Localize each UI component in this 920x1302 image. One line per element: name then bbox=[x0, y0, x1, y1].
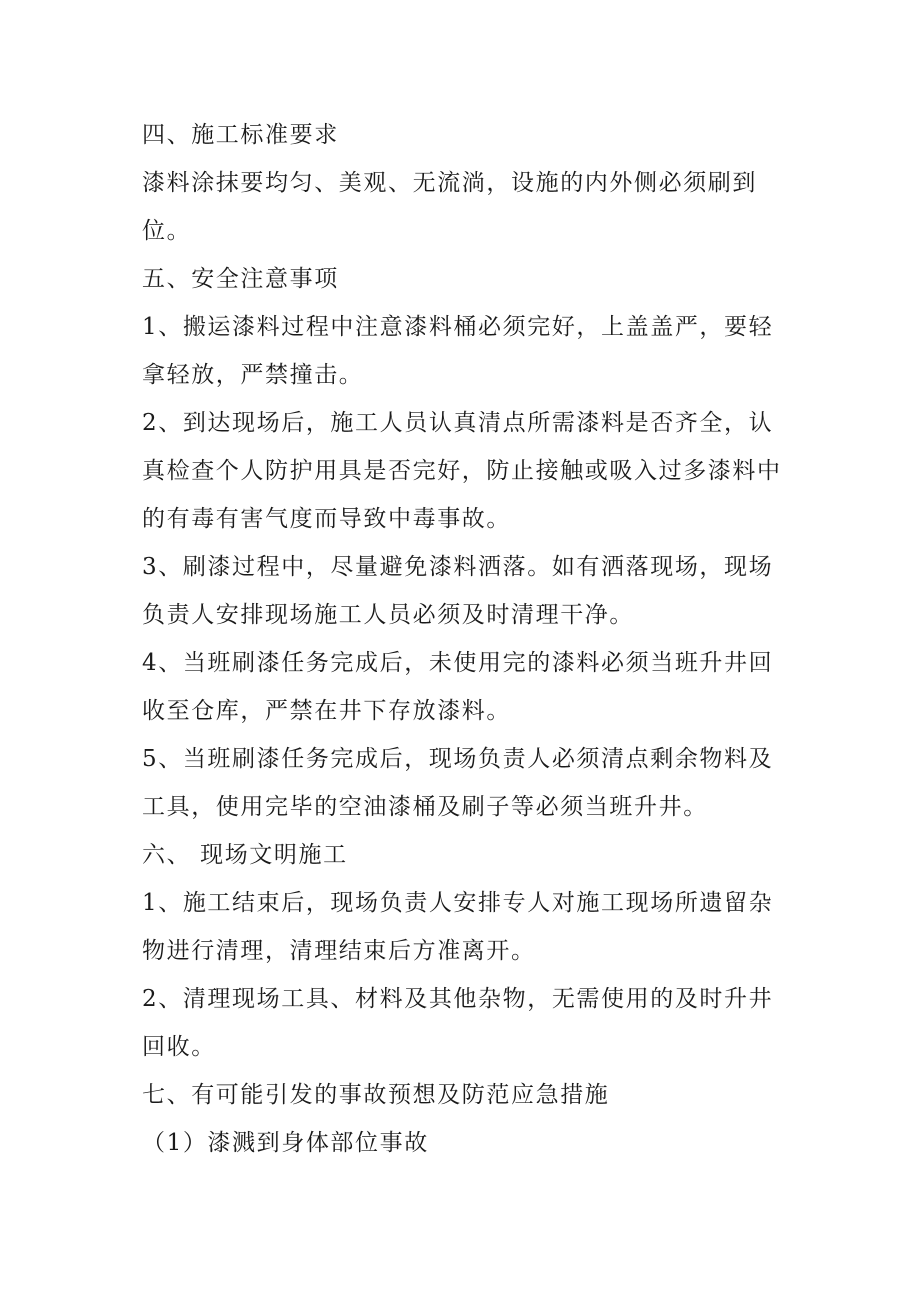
paragraph-line: 位。 bbox=[142, 218, 192, 244]
paragraph-line: 工具，使用完毕的空油漆桶及刷子等必须当班升井。 bbox=[142, 794, 708, 820]
paragraph-line: 漆料涂抹要均匀、美观、无流淌，设施的内外侧必须刷到 bbox=[142, 170, 757, 196]
subheading-paint-splash: （1）漆溅到身体部位事故 bbox=[142, 1130, 429, 1156]
paragraph-line: 1、搬运漆料过程中注意漆料桶必须完好，上盖盖严，要轻 bbox=[142, 314, 774, 340]
paragraph-line: 4、当班刷漆任务完成后，未使用完的漆料必须当班升井回 bbox=[142, 650, 774, 676]
paragraph-line: 的有毒有害气度而导致中毒事故。 bbox=[142, 506, 511, 532]
paragraph-line: 5、当班刷漆任务完成后，现场负责人必须清点剩余物料及 bbox=[142, 746, 774, 772]
heading-site-civilization: 六、 现场文明施工 bbox=[142, 842, 348, 868]
paragraph-line: 物进行清理，清理结束后方准离开。 bbox=[142, 938, 536, 964]
paragraph-line: 真检查个人防护用具是否完好，防止接触或吸入过多漆料中 bbox=[142, 458, 782, 484]
paragraph-line: 1、施工结束后，现场负责人安排专人对施工现场所遗留杂 bbox=[142, 890, 774, 916]
paragraph-line: 回收。 bbox=[142, 1034, 216, 1060]
heading-accident-prevention: 七、有可能引发的事故预想及防范应急措施 bbox=[142, 1082, 610, 1108]
paragraph-line: 2、清理现场工具、材料及其他杂物，无需使用的及时升井 bbox=[142, 986, 774, 1012]
paragraph-line: 2、到达现场后，施工人员认真清点所需漆料是否齐全，认 bbox=[142, 410, 774, 436]
paragraph-line: 收至仓库，严禁在井下存放漆料。 bbox=[142, 698, 511, 724]
paragraph-line: 拿轻放，严禁撞击。 bbox=[142, 362, 364, 388]
heading-construction-standards: 四、施工标准要求 bbox=[142, 122, 339, 148]
paragraph-line: 负责人安排现场施工人员必须及时清理干净。 bbox=[142, 602, 634, 628]
heading-safety-notes: 五、安全注意事项 bbox=[142, 266, 339, 292]
paragraph-line: 3、刷漆过程中，尽量避免漆料洒落。如有洒落现场，现场 bbox=[142, 554, 774, 580]
